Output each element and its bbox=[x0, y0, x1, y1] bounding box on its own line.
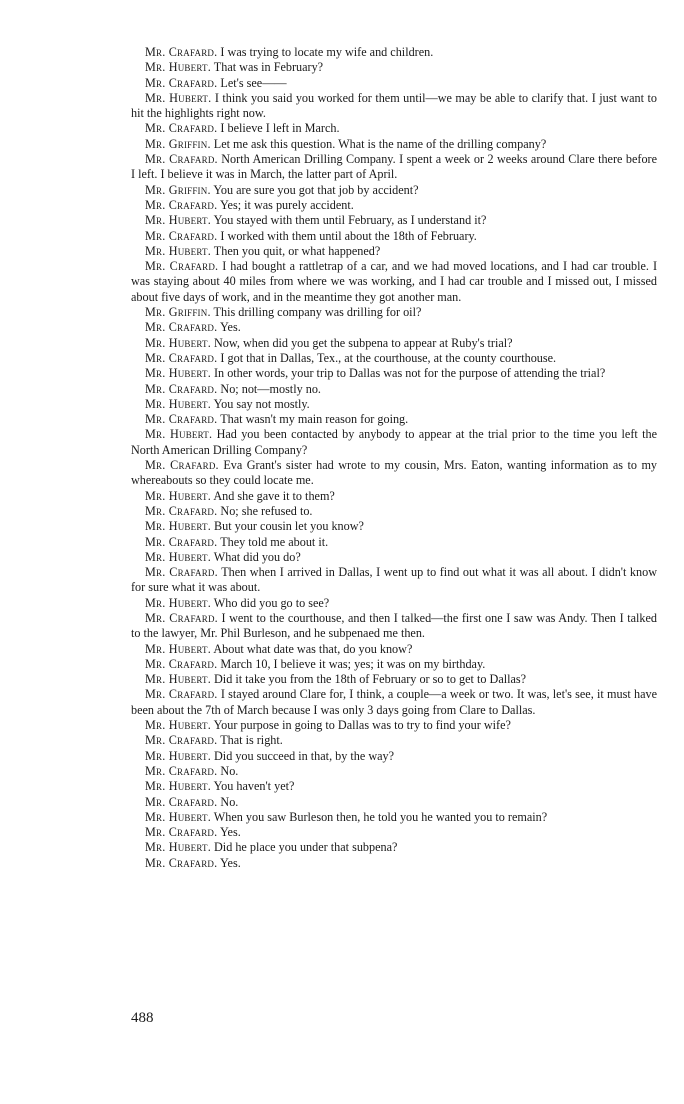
speaker: Mr. Hubert. bbox=[145, 595, 211, 610]
transcript-line bbox=[131, 840, 657, 855]
testimony-text: I got that in Dallas, Tex., at the courthouse, at the county courthouse. bbox=[220, 350, 557, 365]
transcript-line bbox=[131, 733, 657, 748]
transcript-line bbox=[131, 657, 657, 672]
transcript-line bbox=[131, 504, 657, 519]
speaker: Mr. Hubert. bbox=[145, 748, 211, 763]
speaker: Mr. Crafard. bbox=[145, 534, 218, 549]
speaker: Mr. Hubert. bbox=[145, 243, 211, 258]
transcript-line bbox=[131, 565, 657, 596]
transcript-line bbox=[131, 596, 657, 611]
testimony-text: But your cousin let you know? bbox=[214, 519, 364, 534]
testimony-text: I worked with them until about the 18th of February. bbox=[220, 228, 477, 243]
transcript-line bbox=[131, 229, 657, 244]
testimony-text: What did you do? bbox=[213, 549, 301, 564]
transcript-line bbox=[131, 305, 657, 320]
speaker: Mr. Hubert. bbox=[145, 366, 211, 381]
speaker: Mr. Crafard. bbox=[145, 763, 218, 778]
speaker: Mr. Crafard. bbox=[145, 565, 218, 580]
speaker: Mr. Crafard. bbox=[145, 458, 219, 473]
speaker: Mr. Hubert. bbox=[145, 718, 211, 733]
speaker: Mr. Crafard. bbox=[145, 656, 218, 671]
testimony-text: Then when I arrived in Dallas, I went up to find out what it was all about. I didn't know for sure what it was about. bbox=[131, 565, 657, 595]
speaker: Mr. Hubert. bbox=[145, 488, 211, 503]
transcript-line bbox=[131, 91, 657, 122]
transcript-line bbox=[131, 320, 657, 335]
testimony-text: Let me ask this question. What is the name of the drilling company? bbox=[213, 136, 547, 151]
testimony-text: You stayed with them until February, as I understand it? bbox=[213, 213, 487, 228]
testimony-text: You haven't yet? bbox=[213, 779, 295, 794]
testimony-text: Yes. bbox=[219, 855, 241, 870]
transcript-line bbox=[131, 519, 657, 534]
transcript-line bbox=[131, 672, 657, 687]
speaker: Mr. Crafard. bbox=[145, 197, 218, 212]
transcript-line bbox=[131, 382, 657, 397]
testimony-text: I went to the courthouse, and then I talked—the first one I saw was Andy. Then I talked to the lawyer, Mr. Phil Burleson, and he subpenaed me then. bbox=[131, 610, 658, 641]
transcript-line bbox=[131, 183, 657, 198]
transcript-line bbox=[131, 152, 657, 183]
speaker: Mr. Hubert. bbox=[145, 809, 211, 824]
speaker: Mr. Hubert. bbox=[145, 549, 211, 564]
speaker: Mr. Hubert. bbox=[145, 60, 211, 75]
transcript-line bbox=[131, 244, 657, 259]
testimony-text: Now, when did you get the subpena to appear at Ruby's trial? bbox=[214, 335, 513, 350]
testimony-text: No; she refused to. bbox=[220, 503, 313, 518]
testimony-text: I had bought a rattletrap of a car, and we had moved locations, and I had car trouble. I was staying about 40 miles from where we was working, and I had car trouble and I missed out, I missed about five days of work, and in the meantime they got another man. bbox=[131, 259, 658, 304]
transcript-line bbox=[131, 489, 657, 504]
speaker: Mr. Crafard. bbox=[145, 152, 218, 167]
testimony-text: North American Drilling Company. I spent a week or 2 weeks around Clare there before I left. I believe it was in March, the latter part of April. bbox=[131, 152, 658, 182]
transcript-line bbox=[131, 795, 657, 810]
speaker: Mr. Hubert. bbox=[145, 90, 212, 105]
transcript-line bbox=[131, 749, 657, 764]
testimony-text: That is right. bbox=[220, 733, 283, 748]
speaker: Mr. Hubert. bbox=[145, 519, 211, 534]
transcript-line bbox=[131, 45, 657, 60]
transcript-line bbox=[131, 550, 657, 565]
speaker: Mr. Hubert. bbox=[145, 427, 213, 442]
speaker: Mr. Crafard. bbox=[145, 825, 218, 840]
transcript-line bbox=[131, 718, 657, 733]
speaker: Mr. Crafard. bbox=[145, 412, 218, 427]
transcript-line bbox=[131, 764, 657, 779]
testimony-text: Had you been contacted by anybody to appear at the trial prior to the time you left the North American Drilling Company? bbox=[131, 427, 658, 457]
transcript-line bbox=[131, 76, 657, 91]
transcript-line bbox=[131, 60, 657, 75]
testimony-text: You are sure you got that job by accident? bbox=[213, 182, 419, 197]
testimony-text: I was trying to locate my wife and children. bbox=[220, 45, 434, 59]
testimony-text: No. bbox=[220, 794, 239, 809]
speaker: Mr. Crafard. bbox=[145, 855, 218, 870]
speaker: Mr. Crafard. bbox=[145, 121, 218, 136]
transcript-line bbox=[131, 427, 657, 458]
testimony-text: No; not—mostly no. bbox=[220, 381, 321, 396]
transcript-line bbox=[131, 198, 657, 213]
transcript-line bbox=[131, 810, 657, 825]
transcript-line bbox=[131, 366, 657, 381]
speaker: Mr. Hubert. bbox=[145, 672, 211, 687]
testimony-text: When you saw Burleson then, he told you he wanted you to remain? bbox=[213, 809, 548, 824]
transcript-line bbox=[131, 213, 657, 228]
transcript-line bbox=[131, 856, 657, 871]
speaker: Mr. Hubert. bbox=[145, 641, 211, 656]
testimony-text: This drilling company was drilling for oil? bbox=[213, 305, 422, 320]
testimony-text: They told me about it. bbox=[220, 534, 329, 549]
testimony-text: Your purpose in going to Dallas was to try to find your wife? bbox=[213, 718, 511, 733]
transcript-line bbox=[131, 642, 657, 657]
testimony-text: Let's see—— bbox=[220, 75, 287, 90]
speaker: Mr. Crafard. bbox=[145, 45, 218, 59]
transcript-line bbox=[131, 611, 657, 642]
speaker: Mr. Hubert. bbox=[145, 779, 211, 794]
testimony-text: And she gave it to them? bbox=[213, 488, 335, 503]
speaker: Mr. Crafard. bbox=[145, 320, 218, 335]
testimony-text: Did you succeed in that, by the way? bbox=[214, 748, 395, 763]
testimony-text: In other words, your trip to Dallas was not for the purpose of attending the trial? bbox=[214, 366, 606, 381]
testimony-text: Eva Grant's sister had wrote to my cousin, Mrs. Eaton, wanting information as to my whereabouts so they could locate me. bbox=[131, 458, 658, 488]
transcript-line bbox=[131, 121, 657, 136]
testimony-text: No. bbox=[220, 763, 239, 778]
speaker: Mr. Crafard. bbox=[145, 75, 218, 90]
testimony-text: You say not mostly. bbox=[213, 396, 310, 411]
testimony-text: March 10, I believe it was; yes; it was on my birthday. bbox=[220, 656, 486, 671]
transcript-line bbox=[131, 351, 657, 366]
testimony-text: Did it take you from the 18th of February or so to get to Dallas? bbox=[214, 672, 527, 687]
speaker: Mr. Crafard. bbox=[145, 610, 218, 625]
testimony-text: About what date was that, do you know? bbox=[213, 641, 413, 656]
speaker: Mr. Hubert. bbox=[145, 213, 211, 228]
transcript-body bbox=[131, 45, 657, 871]
testimony-text: Did he place you under that subpena? bbox=[214, 840, 398, 855]
testimony-text: Then you quit, or what happened? bbox=[213, 243, 381, 258]
transcript-line bbox=[131, 779, 657, 794]
speaker: Mr. Crafard. bbox=[145, 259, 219, 274]
speaker: Mr. Crafard. bbox=[145, 733, 218, 748]
testimony-text: Yes. bbox=[219, 825, 241, 840]
speaker: Mr. Crafard. bbox=[145, 228, 218, 243]
transcript-line bbox=[131, 535, 657, 550]
speaker: Mr. Crafard. bbox=[145, 381, 218, 396]
transcript-line bbox=[131, 397, 657, 412]
transcript-line bbox=[131, 412, 657, 427]
speaker: Mr. Hubert. bbox=[145, 840, 211, 855]
testimony-text: Yes. bbox=[219, 320, 241, 335]
speaker: Mr. Hubert. bbox=[145, 396, 211, 411]
speaker: Mr. Crafard. bbox=[145, 794, 218, 809]
testimony-text: Yes; it was purely accident. bbox=[219, 197, 354, 212]
transcript-line bbox=[131, 825, 657, 840]
transcript-line bbox=[131, 336, 657, 351]
speaker: Mr. Griffin. bbox=[145, 182, 211, 197]
speaker: Mr. Crafard. bbox=[145, 350, 218, 365]
transcript-line bbox=[131, 137, 657, 152]
transcript-line bbox=[131, 458, 657, 489]
speaker: Mr. Griffin. bbox=[145, 136, 211, 151]
testimony-text: I believe I left in March. bbox=[220, 121, 340, 136]
speaker: Mr. Crafard. bbox=[145, 687, 218, 702]
speaker: Mr. Hubert. bbox=[145, 335, 211, 350]
testimony-text: I think you said you worked for them until—we may be able to clarify that. I just want to hit the highlights right now. bbox=[131, 90, 657, 121]
transcript-line bbox=[131, 259, 657, 305]
testimony-text: I stayed around Clare for, I think, a couple—a week or two. It was, let's see, it must have been about the 7th of March because I was only 3 days going from Clare to Dallas. bbox=[131, 687, 657, 717]
page-number: 488 bbox=[131, 1010, 154, 1026]
speaker: Mr. Crafard. bbox=[145, 503, 218, 518]
testimony-text: Who did you go to see? bbox=[213, 595, 330, 610]
testimony-text: That was in February? bbox=[213, 60, 324, 75]
speaker: Mr. Griffin. bbox=[145, 305, 211, 320]
testimony-text: That wasn't my main reason for going. bbox=[220, 412, 409, 427]
transcript-line bbox=[131, 687, 657, 718]
